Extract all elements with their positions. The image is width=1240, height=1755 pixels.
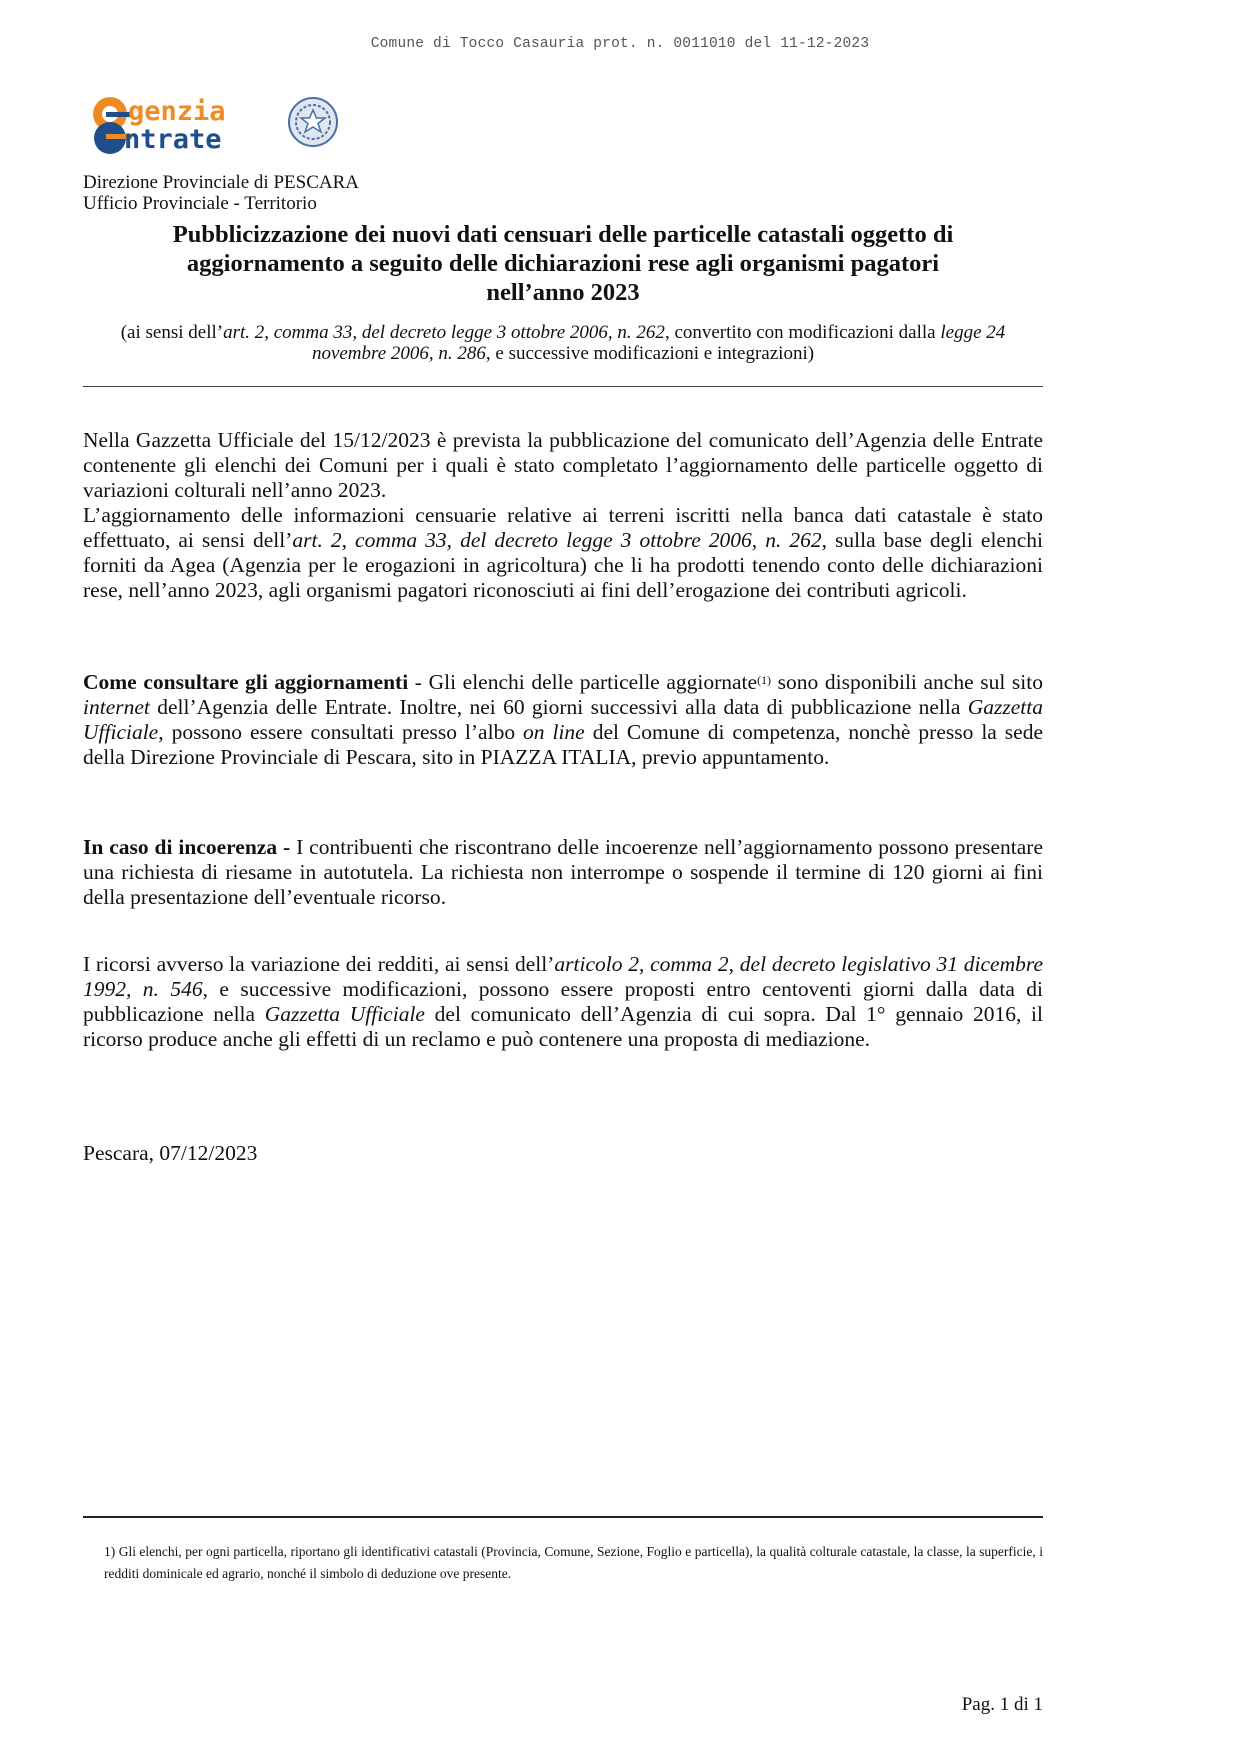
- footnote-divider: [83, 1516, 1043, 1518]
- logo-word-genzia: genzia: [128, 96, 226, 127]
- paragraph-publication-b: L’aggiornamento delle informazioni censuarie relative ai terreni iscritti nella banca dati catastale è stato effettuato, ai sensi dell’art. 2, comma 33, del decreto legge 3 ottobre 2006, n. 262, sulla base degli elenchi forniti da Agea (Agenzia per le erogazioni in agricoltura) che li ha prodotti tenendo conto delle dichiarazioni rese, nell’anno 2023, agli organismi pagatori riconosciuti ai fini dell’erogazione dei contributi agricoli.: [83, 503, 1043, 602]
- provincial-office: Ufficio Provinciale - Territorio: [83, 193, 317, 214]
- title-line-3: nell’anno 2023: [486, 279, 640, 306]
- footnote: 1) Gli elenchi, per ogni particella, riportano gli identificativi catastali (Provincia, Comune, Sezione, Foglio e particella), la qualità colturale catastale, la classe, la superficie, i redditi dominicale ed agrario, nonché il simbolo di deduzione ove presente.: [104, 1544, 1043, 1581]
- decree-reference: art. 2, comma 33, del decreto legge 3 ottobre 2006, n. 262: [223, 322, 665, 343]
- provincial-directorate: Direzione Provinciale di PESCARA: [83, 172, 359, 193]
- italian-republic-emblem-icon: [289, 98, 337, 146]
- title-line-1: Pubblicizzazione dei nuovi dati censuari delle particelle catastali oggetto di: [172, 221, 954, 248]
- header-divider: [83, 386, 1043, 387]
- office-header: [83, 172, 359, 214]
- protocol-stamp: Comune di Tocco Casauria prot. n. 0011010 del 11-12-2023: [370, 36, 870, 52]
- legal-reference: (ai sensi dell’art. 2, comma 33, del decreto legge 3 ottobre 2006, n. 262, convertito con modificazioni dalla legge 24 novembre 2006, n. 286, e successive modificazioni e integrazioni): [120, 322, 1006, 364]
- paragraph-appeals: I ricorsi avverso la variazione dei redditi, ai sensi dell’articolo 2, comma 2, del decreto legislativo 31 dicembre 1992, n. 546, e successive modificazioni, possono essere proposti entro centoventi giorni dalla data di pubblicazione nella Gazzetta Ufficiale del comunicato dell’Agenzia di cui sopra. Dal 1° gennaio 2016, il ricorso produce anche gli effetti di un reclamo e può contenere una proposta di mediazione.: [83, 952, 1044, 1051]
- agenzia-entrate-logo: [88, 86, 348, 156]
- logo-mark: [88, 86, 348, 156]
- page-number: Pag. 1 di 1: [961, 1694, 1043, 1715]
- logo-word-ntrate: ntrate: [124, 124, 222, 155]
- document-title: [83, 220, 1043, 307]
- heading-inconsistency: In caso di incoerenza -: [83, 835, 291, 859]
- paragraph-inconsistency: In caso di incoerenza - I contribuenti che riscontrano delle incoerenze nell’aggiornamento possono presentare una richiesta di riesame in autotutela. La richiesta non interrompe o sospende il termine di 120 giorni ai fini della presentazione dell’eventuale ricorso.: [83, 835, 1043, 909]
- paragraph-publication: [83, 428, 1043, 603]
- place-and-date: Pescara, 07/12/2023: [83, 1141, 258, 1165]
- law-reference: legge 24 novembre 2006, n. 286: [311, 322, 1006, 364]
- heading-how-to-consult: Come consultare gli aggiornamenti: [83, 670, 409, 694]
- footnote-marker: (1): [757, 673, 772, 687]
- paragraph-publication-a: Nella Gazzetta Ufficiale del 15/12/2023 è prevista la pubblicazione del comunicato dell’Agenzia delle Entrate contenente gli elenchi dei Comuni per i quali è stato completato l’aggiornamento delle particelle oggetto di variazioni colturali nell’anno 2023.: [83, 428, 1043, 502]
- paragraph-how-to-consult: Come consultare gli aggiornamenti - Gli elenchi delle particelle aggiornate$^{(1)}$ sono disponibili anche sul sito internet dell’Agenzia delle Entrate. Inoltre, nei 60 giorni successivi alla data di pubblicazione nella Gazzetta Ufficiale, possono essere consultati presso l’albo on line del Comune di competenza, nonchè presso la sede della Direzione Provinciale di Pescara, sito in PIAZZA ITALIA, previo appuntamento.: [83, 670, 1043, 769]
- title-line-2: aggiornamento a seguito delle dichiarazioni rese agli organismi pagatori: [186, 250, 940, 277]
